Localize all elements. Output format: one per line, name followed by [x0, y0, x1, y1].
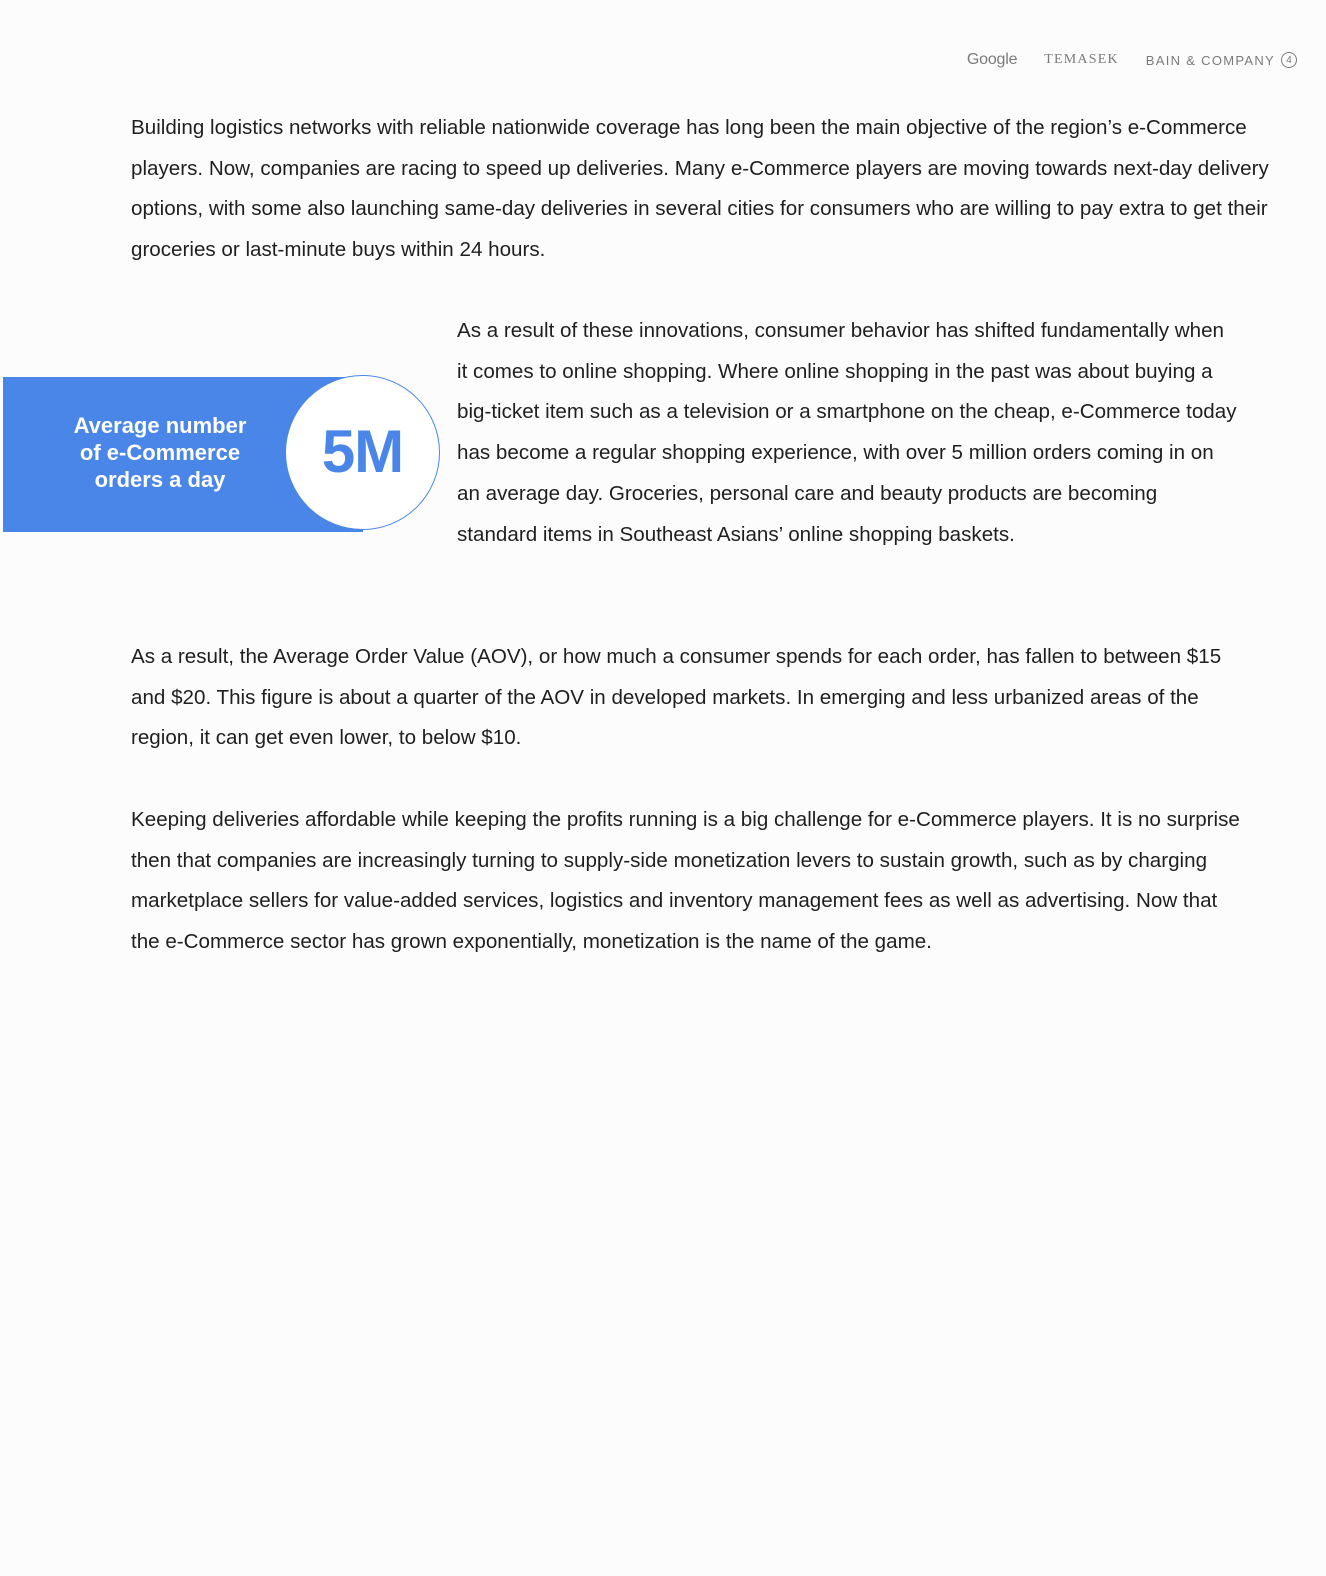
bain-logo — [1146, 52, 1297, 68]
stat-circle — [285, 375, 440, 530]
google-logo: Google — [966, 51, 1018, 68]
paragraph-aov: As a result, the Average Order Value (AOV), or how much a consumer spends for each order, has fallen to between $15 and $20. This figure is about a quarter of the AOV in developed markets. In emerging and less urbanized areas of the region, it can get even lower, to below $10. — [131, 645, 1222, 750]
stat-label-line-2: of e-Commerce — [79, 440, 241, 465]
stat-value: 5M — [321, 418, 404, 485]
temasek-logo: TEMASEK — [1044, 52, 1119, 67]
page-number: 4 — [1281, 52, 1297, 68]
paragraph-monetization: Keeping deliveries affordable while keeping the profits running is a big challenge for e-Commerce players. It is no surprise then that companies are increasingly turning to supply-side monetization levers to sustain growth, such as by charging marketplace sellers for value-added services, logistics and inventory management fees as well as advertising. Now that the e-Commerce sector has grown exponentially, monetization is the name of the game. — [131, 808, 1240, 954]
paragraph-logistics: Building logistics networks with reliable nationwide coverage has long been the main objective of the region’s e-Commerce players. Now, companies are racing to speed up deliveries. Many e-Commerce players are moving towards next-day delivery options, with some also launching same-day deliveries in several cities for consumers who are willing to pay extra to get their groceries or last-minute buys within 24 hours. — [131, 116, 1269, 262]
stat-label — [55, 412, 265, 493]
stat-label-line-3: orders a day — [94, 467, 226, 492]
paragraph-consumer-behavior: As a result of these innovations, consumer behavior has shifted fundamentally when it comes to online shopping. Where online shopping in the past was about buying a big-ticket item such as a television or a smartphone on the cheap, e-Commerce today has become a regular shopping experience, with over 5 million orders coming in on an average day. Groceries, personal care and beauty products are becoming standard items in Southeast Asians’ online shopping baskets. — [457, 319, 1237, 546]
stat-label-line-1: Average number — [73, 413, 247, 438]
bain-logo-text: BAIN & COMPANY — [1145, 52, 1275, 68]
header-logos — [967, 49, 1297, 71]
